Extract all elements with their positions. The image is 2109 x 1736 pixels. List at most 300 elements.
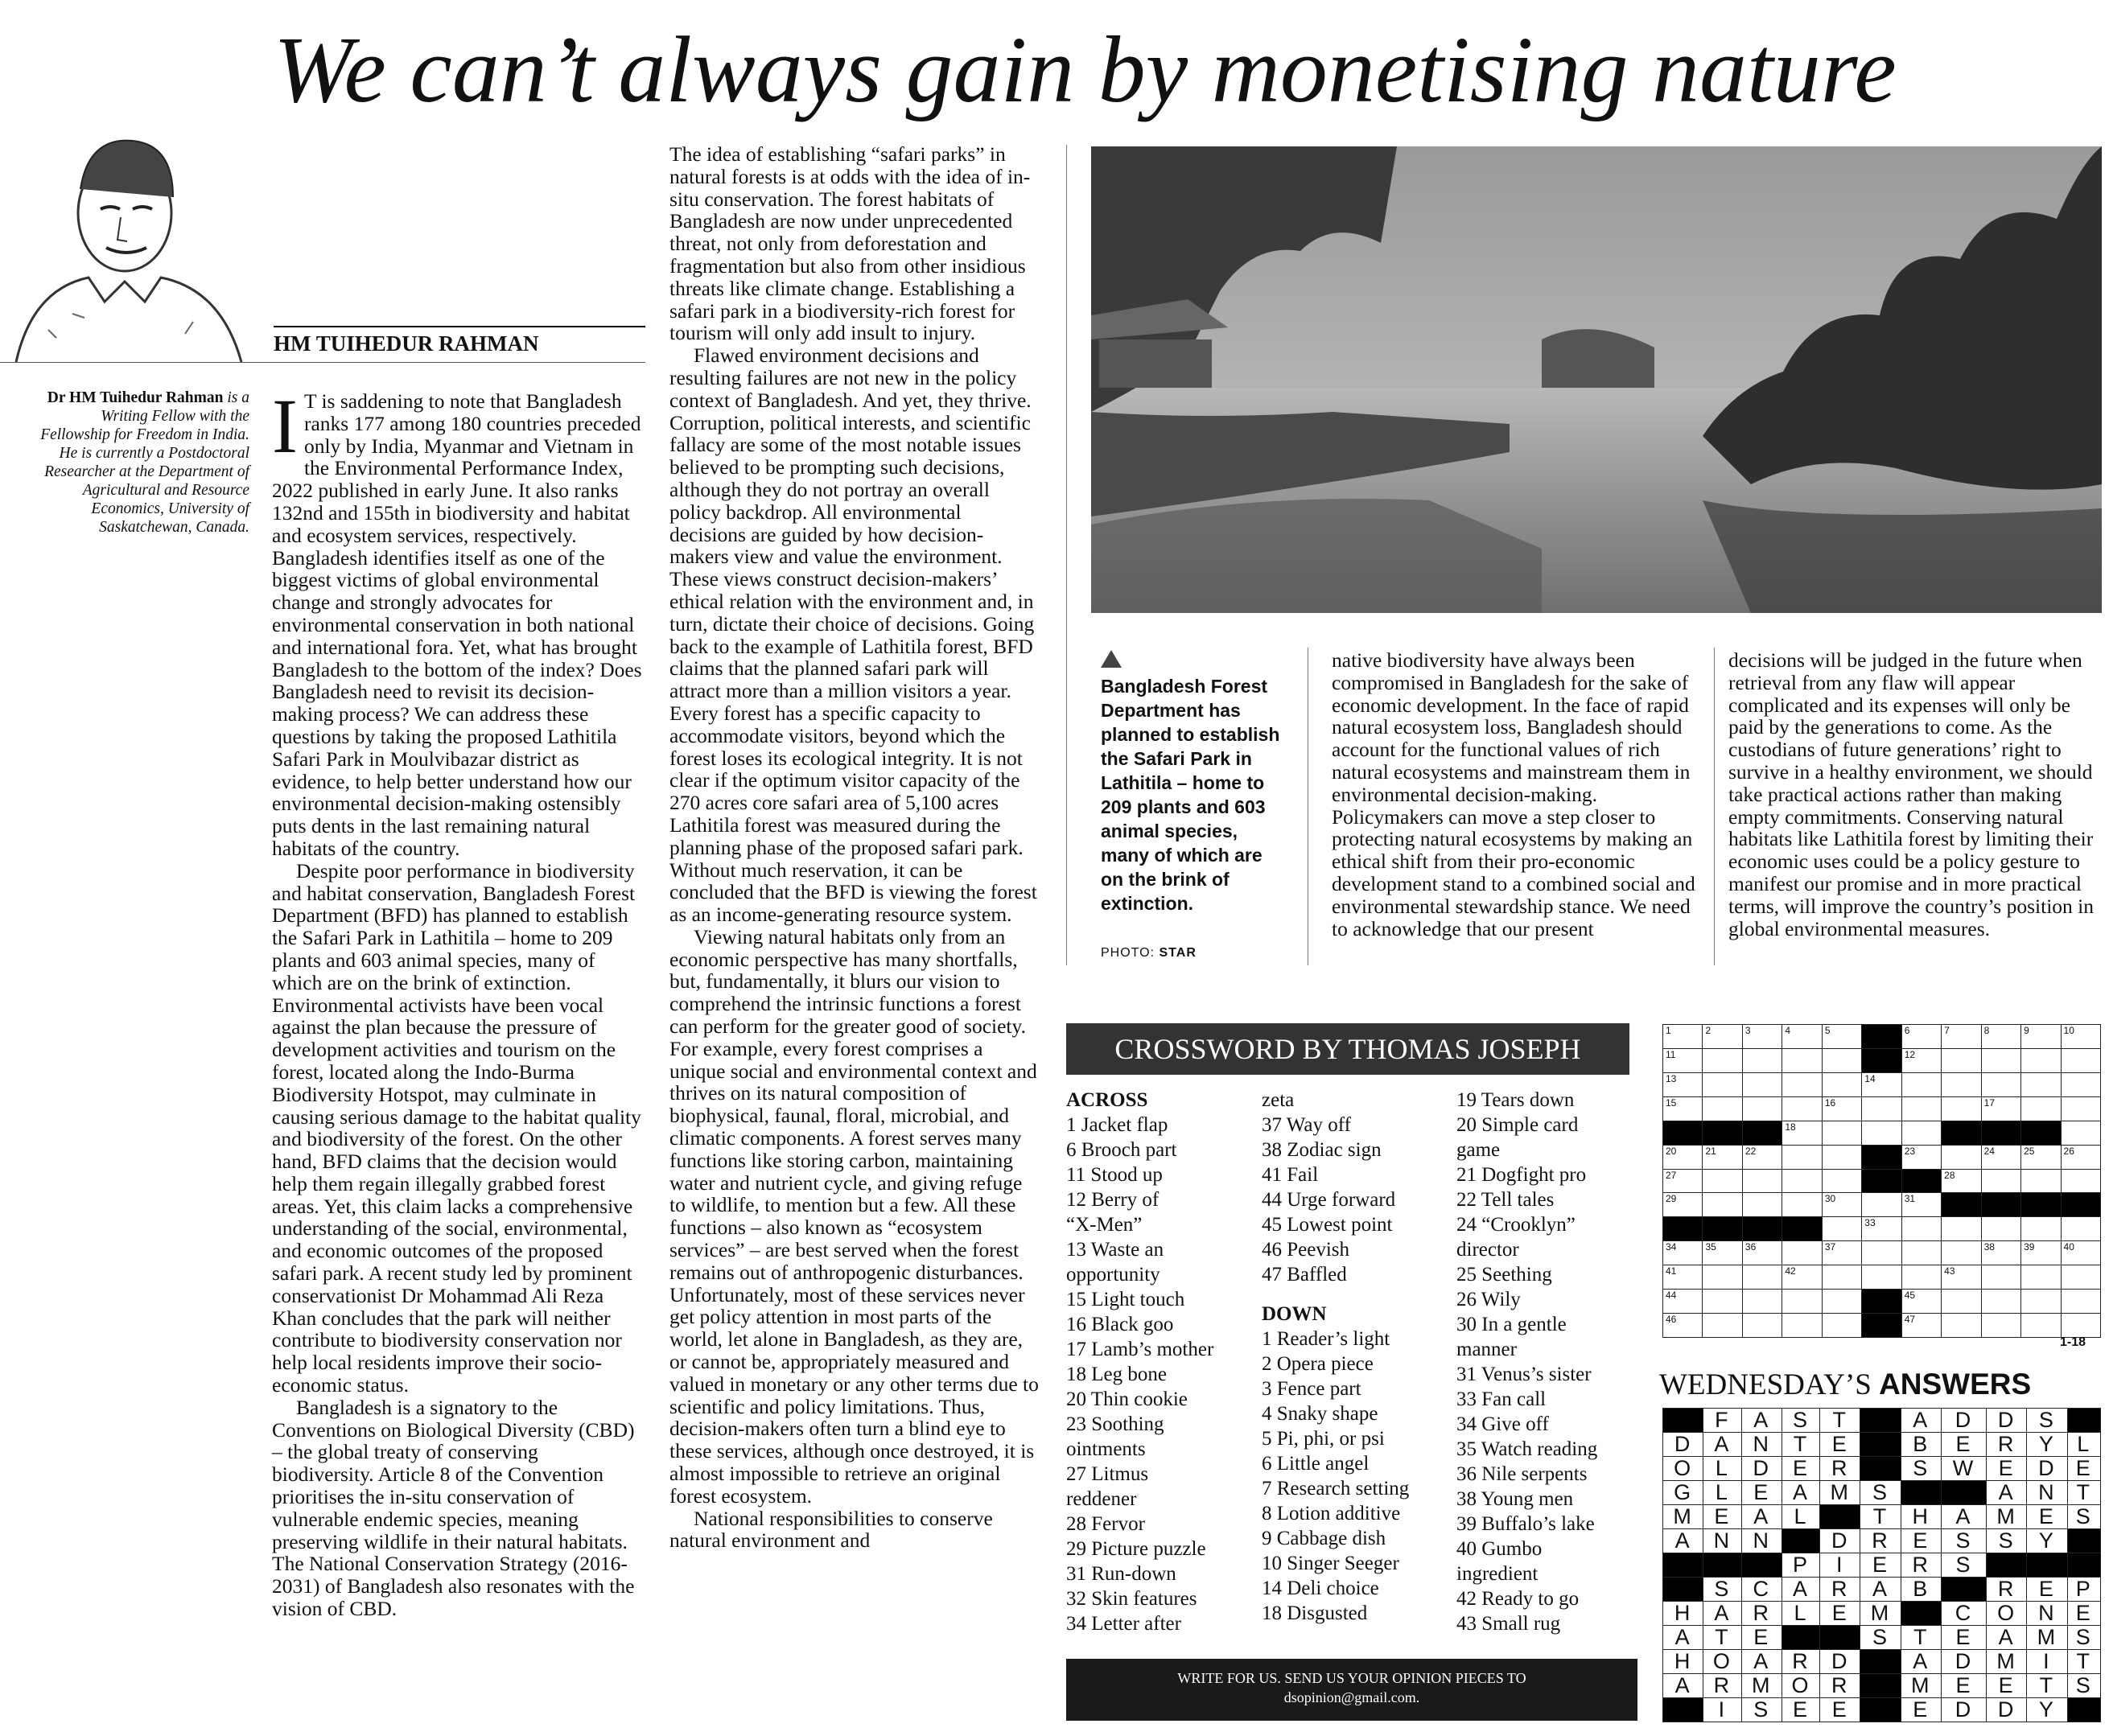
answer-cell bbox=[1987, 1457, 2027, 1481]
puzzle-cell bbox=[2021, 1048, 2061, 1072]
answer-cell bbox=[1703, 1578, 1741, 1602]
top-rule bbox=[0, 362, 645, 363]
black-square bbox=[1862, 1145, 1901, 1169]
clue: 45 Lowest point bbox=[1262, 1214, 1393, 1236]
black-square bbox=[1862, 1048, 1901, 1072]
answer-cell bbox=[2027, 1481, 2067, 1505]
puzzle-cell bbox=[1981, 1072, 2020, 1096]
black-square bbox=[1981, 1193, 2020, 1217]
puzzle-cell bbox=[1663, 1314, 1703, 1338]
puzzle-cell bbox=[1942, 1145, 1981, 1169]
black-square bbox=[1941, 1481, 1986, 1505]
puzzle-cell bbox=[1901, 1025, 1941, 1049]
puzzle-cell bbox=[1782, 1072, 1822, 1096]
cell-number: 5 bbox=[1824, 1025, 1831, 1036]
answer-cell bbox=[1860, 1529, 1901, 1553]
black-square bbox=[1742, 1217, 1782, 1241]
cell-number: 26 bbox=[2063, 1145, 2074, 1157]
answer-letter: S bbox=[1714, 1577, 1731, 1601]
puzzle-cell bbox=[1742, 1193, 1782, 1217]
cell-number: 25 bbox=[2024, 1145, 2035, 1157]
answer-cell bbox=[2027, 1602, 2067, 1626]
headline: We can’t always gain by monetising nature bbox=[274, 17, 1897, 122]
answer-cell bbox=[1941, 1650, 1986, 1674]
clue: 12 Berry of bbox=[1066, 1189, 1160, 1211]
answer-cell bbox=[1941, 1409, 1986, 1433]
puzzle-cell bbox=[1901, 1121, 1941, 1145]
answer-cell bbox=[2067, 1457, 2100, 1481]
answer-letter: R bbox=[1997, 1432, 2016, 1456]
answer-letter: A bbox=[1674, 1528, 1691, 1553]
clue: 18 Disgusted bbox=[1262, 1602, 1368, 1624]
black-square bbox=[1820, 1626, 1860, 1650]
puzzle-cell bbox=[1901, 1072, 1941, 1096]
answer-cell bbox=[2067, 1650, 2100, 1674]
black-square bbox=[2061, 1193, 2100, 1217]
answer-letter: R bbox=[1792, 1649, 1810, 1673]
answer-letter: E bbox=[1955, 1625, 1972, 1649]
answer-cell bbox=[1782, 1433, 1819, 1457]
answer-cell bbox=[1987, 1650, 2027, 1674]
clue: 38 Young men bbox=[1456, 1488, 1574, 1510]
article-paragraph: National responsibilities to conserve natural environment and bbox=[669, 1506, 993, 1553]
clue: 6 Brooch part bbox=[1066, 1139, 1177, 1161]
answer-letter: E bbox=[1792, 1456, 1809, 1480]
answer-letter: S bbox=[1792, 1408, 1809, 1432]
answer-cell bbox=[1663, 1481, 1703, 1505]
answer-cell bbox=[1901, 1457, 1941, 1481]
answer-letter: P bbox=[2075, 1577, 2092, 1601]
clue: 15 Light touch bbox=[1066, 1289, 1185, 1310]
puzzle-cell bbox=[1942, 1025, 1981, 1049]
answer-letter: A bbox=[1872, 1577, 1889, 1601]
clue: 30 In a gentle bbox=[1456, 1314, 1567, 1335]
down-heading: DOWN bbox=[1262, 1303, 1327, 1325]
puzzle-cell bbox=[1862, 1096, 1901, 1121]
clue: ingredient bbox=[1456, 1563, 1538, 1585]
puzzle-cell bbox=[2021, 1145, 2061, 1169]
cell-number: 22 bbox=[1744, 1145, 1757, 1157]
answer-letter: E bbox=[1831, 1432, 1848, 1456]
clue: 32 Skin features bbox=[1066, 1588, 1197, 1610]
answer-letter: A bbox=[1714, 1601, 1731, 1625]
answer-letter: E bbox=[1998, 1456, 2015, 1480]
answer-cell bbox=[1741, 1674, 1782, 1698]
black-square bbox=[2021, 1121, 2061, 1145]
answer-letter: E bbox=[1753, 1480, 1770, 1504]
puzzle-cell bbox=[1742, 1072, 1782, 1096]
answer-cell bbox=[1741, 1698, 1782, 1722]
puzzle-cell bbox=[1663, 1169, 1703, 1193]
puzzle-cell bbox=[1663, 1025, 1703, 1049]
answer-cell bbox=[1941, 1626, 1986, 1650]
answer-letter: N bbox=[2038, 1480, 2056, 1504]
black-square bbox=[1782, 1529, 1819, 1553]
answer-cell bbox=[1782, 1698, 1819, 1722]
answer-cell bbox=[2027, 1674, 2067, 1698]
puzzle-cell bbox=[1942, 1217, 1981, 1241]
answer-cell bbox=[2067, 1505, 2100, 1529]
clue: 31 Run-down bbox=[1066, 1563, 1176, 1585]
answer-cell bbox=[1901, 1650, 1941, 1674]
black-square bbox=[1663, 1409, 1703, 1433]
cell-number: 31 bbox=[1904, 1193, 1916, 1205]
answer-cell bbox=[1703, 1626, 1741, 1650]
answer-cell bbox=[1941, 1553, 1986, 1578]
article-column-1 bbox=[272, 383, 644, 1621]
cell-number: 35 bbox=[1705, 1241, 1716, 1253]
answer-cell bbox=[1901, 1529, 1941, 1553]
clue: 11 Stood up bbox=[1066, 1164, 1163, 1186]
answer-letter: R bbox=[1713, 1673, 1732, 1697]
answer-letter: H bbox=[1674, 1601, 1692, 1625]
answer-letter: P bbox=[1792, 1553, 1809, 1577]
answer-letter: N bbox=[1753, 1432, 1770, 1456]
clues-column-3 bbox=[1456, 1088, 1637, 1636]
black-square bbox=[1860, 1698, 1901, 1722]
article-paragraph: The idea of establishing “safari parks” in natural forests is at odds with the idea of in-situ conservation. The forest habitats of Bangladesh are now under unprecedented threat, not only from deforestation and fragmentation but also from other insidious threats like climate change. Establishing a safari park in a biodiversity-rich forest for tourism will only add insult to injury. bbox=[669, 142, 1031, 345]
puzzle-cell bbox=[1981, 1217, 2020, 1241]
clue: 39 Buffalo’s lake bbox=[1456, 1513, 1595, 1535]
answer-letter: R bbox=[1997, 1577, 2016, 1601]
answer-cell bbox=[1820, 1650, 1860, 1674]
answer-letter: R bbox=[1831, 1456, 1849, 1480]
opinion-footer bbox=[1066, 1659, 1637, 1721]
clue: 33 Fan call bbox=[1456, 1388, 1547, 1410]
clue: 2 Opera piece bbox=[1262, 1353, 1374, 1375]
cell-number: 23 bbox=[1904, 1145, 1916, 1157]
puzzle-cell bbox=[1942, 1096, 1981, 1121]
puzzle-cell bbox=[1822, 1048, 1861, 1072]
caption-triangle-icon bbox=[1101, 650, 1122, 668]
answer-letter: S bbox=[1998, 1528, 2015, 1553]
column-rule bbox=[1714, 648, 1715, 965]
answer-letter: N bbox=[2038, 1601, 2056, 1625]
puzzle-cell bbox=[2021, 1241, 2061, 1265]
answer-letter: S bbox=[2075, 1504, 2092, 1528]
cell-number: 2 bbox=[1705, 1025, 1712, 1036]
answer-letter: E bbox=[1714, 1504, 1731, 1528]
answer-letter: L bbox=[1794, 1601, 1808, 1625]
article-paragraph: Despite poor performance in biodiversity and habitat conservation, Bangladesh Forest Department (BFD) has planned to establish the Safari Park in Lathitila – home to 209 plants and 603 animal species, many of which are on the brink of extinction. Environmental activists have been vocal against the plan because the pressure of development activities and tourism on the forest, located along the Indo-Burma Biodiversity Hotspot, may culminate in causing serious damage to the habitat quality and biodiversity of the forest. On the other hand, BFD claims that the decision would help them regain illegally grabbed forest areas. Yet, this claim lacks a comprehensive understanding of the social, environmental, and economic outcomes of the proposed safari park. A recent study led by prominent conservationist Dr Mohammad Ali Reza Khan concludes that the park will neither contribute to biodiversity conservation nor help local residents improve their socio-economic status. bbox=[272, 858, 641, 1397]
clue: zeta bbox=[1262, 1089, 1295, 1111]
puzzle-cell bbox=[1703, 1265, 1742, 1290]
cell-number: 30 bbox=[1824, 1193, 1836, 1205]
answer-letter: E bbox=[2038, 1577, 2055, 1601]
puzzle-cell bbox=[1901, 1314, 1941, 1338]
forest-photo bbox=[1091, 146, 2102, 613]
answer-letter: D bbox=[1674, 1432, 1692, 1456]
answer-cell bbox=[2067, 1626, 2100, 1650]
puzzle-cell bbox=[1901, 1193, 1941, 1217]
answer-letter: L bbox=[1794, 1504, 1808, 1528]
black-square bbox=[1860, 1457, 1901, 1481]
clue: “X-Men” bbox=[1066, 1214, 1143, 1236]
answer-cell bbox=[1820, 1578, 1860, 1602]
black-square bbox=[1987, 1553, 2027, 1578]
answer-letter: S bbox=[1913, 1456, 1930, 1480]
answer-cell bbox=[2067, 1433, 2100, 1457]
answer-cell bbox=[1860, 1553, 1901, 1578]
answer-letter: A bbox=[1955, 1504, 1972, 1528]
article-paragraph: decisions will be judged in the future when retrieval from any flaw will appear complicated and its expenses will only be paid by the generations to come. As the custodians of future generations’ right to survive in a healthy environment, we should take practical actions rather than making empty commitments. Conserving natural habitats like Lathitila forest by limiting their economic uses could be a policy gesture to manifest our promise and in more practical terms, will improve the country’s position in global environmental measures. bbox=[1728, 648, 2094, 940]
answer-letter: A bbox=[1753, 1408, 1770, 1432]
answer-cell bbox=[1663, 1626, 1703, 1650]
answer-cell bbox=[1820, 1553, 1860, 1578]
answer-cell bbox=[1820, 1481, 1860, 1505]
black-square bbox=[1862, 1169, 1901, 1193]
cell-number: 8 bbox=[1983, 1025, 1990, 1036]
cell-number: 28 bbox=[1944, 1169, 1955, 1181]
answer-letter: M bbox=[1996, 1504, 2016, 1528]
answer-cell bbox=[1820, 1674, 1860, 1698]
answer-letter: E bbox=[1913, 1528, 1930, 1553]
article-paragraph: I T is saddening to note that Bangladesh ranks 177 among 180 countries preceded only by India, Myanmar and Vietnam in the Environmental Performance Index, 2022 published in early June. It also ranks 132nd and 155th in biodiversity and habitat and ecosystem services, respectively. Bangladesh identifies itself as one of the biggest victims of global environmental change and strongly advocates for environmental conservation in both national and international fora. Yet, what has brought Bangladesh to the bottom of the index? Does Bangladesh need to revisit its decision-making process? We can address these questions by taking the proposed Lathitila Safari Park in Moulvibazar district as evidence, to help better understand how our environmental decision-making ostensibly puts dents in the last remaining natural habitats of the country. bbox=[272, 383, 642, 860]
cell-number: 37 bbox=[1824, 1241, 1836, 1253]
answer-letter: A bbox=[1792, 1577, 1809, 1601]
puzzle-cell bbox=[1822, 1193, 1861, 1217]
puzzle-cell bbox=[1703, 1193, 1742, 1217]
author-portrait bbox=[0, 121, 266, 362]
puzzle-cell bbox=[1942, 1290, 1981, 1314]
answer-cell bbox=[1820, 1698, 1860, 1722]
answer-cell bbox=[1941, 1674, 1986, 1698]
puzzle-cell bbox=[1822, 1121, 1861, 1145]
answer-letter: S bbox=[1872, 1480, 1889, 1504]
answer-cell bbox=[1703, 1457, 1741, 1481]
puzzle-cell bbox=[2061, 1265, 2100, 1290]
black-square bbox=[1782, 1626, 1819, 1650]
answer-letter: M bbox=[1673, 1504, 1693, 1528]
cell-number: 40 bbox=[2063, 1241, 2074, 1253]
black-square bbox=[1860, 1650, 1901, 1674]
puzzle-cell bbox=[1981, 1096, 2020, 1121]
cell-number: 39 bbox=[2024, 1241, 2035, 1253]
answer-cell bbox=[1987, 1698, 2027, 1722]
answer-cell bbox=[1860, 1505, 1901, 1529]
cell-number: 1 bbox=[1666, 1025, 1671, 1036]
clue: 27 Litmus bbox=[1066, 1463, 1149, 1485]
puzzle-cell bbox=[1703, 1169, 1742, 1193]
answer-letter: W bbox=[1952, 1456, 1975, 1480]
puzzle-cell bbox=[1822, 1290, 1861, 1314]
answer-letter: A bbox=[1753, 1649, 1770, 1673]
clue: 18 Leg bone bbox=[1066, 1364, 1167, 1385]
black-square bbox=[1860, 1433, 1901, 1457]
across-heading: ACROSS bbox=[1066, 1089, 1148, 1111]
black-square bbox=[1981, 1121, 2020, 1145]
answer-cell bbox=[2027, 1626, 2067, 1650]
footer-line-1: WRITE FOR US. SEND US YOUR OPINION PIECES TO bbox=[1177, 1670, 1526, 1686]
puzzle-cell bbox=[1942, 1072, 1981, 1096]
drop-cap: I bbox=[272, 383, 298, 469]
black-square bbox=[2067, 1698, 2100, 1722]
puzzle-cell bbox=[1742, 1265, 1782, 1290]
answer-cell bbox=[1741, 1457, 1782, 1481]
answer-cell bbox=[1860, 1602, 1901, 1626]
puzzle-cell bbox=[1822, 1072, 1861, 1096]
answer-letter: N bbox=[1713, 1528, 1732, 1553]
answer-letter: O bbox=[1791, 1673, 1810, 1697]
puzzle-cell bbox=[1742, 1048, 1782, 1072]
puzzle-cell bbox=[1981, 1241, 2020, 1265]
article-column-2 bbox=[669, 143, 1041, 1552]
puzzle-cell bbox=[1663, 1145, 1703, 1169]
clue: director bbox=[1456, 1239, 1519, 1261]
article-paragraph: Bangladesh is a signatory to the Conventions on Biological Diversity (CBD) – the global treaty of conserving biodiversity. Article 8 of the Convention prioritises the in-situ conservation of vulnerable endemic species, meaning preserving wildlife in their natural habitats. The National Conservation Strategy (2016-2031) of Bangladesh also resonates with the vision of CBD. bbox=[272, 1395, 635, 1621]
black-square bbox=[1860, 1674, 1901, 1698]
answer-letter: T bbox=[2076, 1480, 2092, 1504]
answer-cell bbox=[1741, 1481, 1782, 1505]
answer-cell bbox=[2027, 1409, 2067, 1433]
cell-number: 29 bbox=[1666, 1193, 1677, 1205]
answer-letter: L bbox=[1715, 1480, 1729, 1504]
clue: 9 Cabbage dish bbox=[1262, 1528, 1386, 1549]
clue: 35 Watch reading bbox=[1456, 1438, 1598, 1460]
puzzle-cell bbox=[1663, 1193, 1703, 1217]
cell-number: 3 bbox=[1744, 1025, 1751, 1036]
black-square bbox=[1901, 1602, 1941, 1626]
answer-cell bbox=[1820, 1602, 1860, 1626]
black-square bbox=[1741, 1553, 1782, 1578]
puzzle-cell bbox=[2061, 1290, 2100, 1314]
puzzle-cell bbox=[2061, 1241, 2100, 1265]
answer-cell bbox=[1941, 1698, 1986, 1722]
answer-cell bbox=[1741, 1505, 1782, 1529]
article-column-4 bbox=[1728, 649, 2103, 940]
answer-letter: R bbox=[1831, 1577, 1849, 1601]
black-square bbox=[1663, 1553, 1703, 1578]
answer-letter: T bbox=[1872, 1504, 1889, 1528]
answer-letter: M bbox=[1870, 1601, 1891, 1625]
clue: reddener bbox=[1066, 1488, 1137, 1510]
answer-cell bbox=[1901, 1553, 1941, 1578]
clue: 29 Picture puzzle bbox=[1066, 1538, 1206, 1560]
black-square bbox=[1663, 1698, 1703, 1722]
answer-letter: E bbox=[1753, 1625, 1770, 1649]
answer-cell bbox=[1860, 1578, 1901, 1602]
black-square bbox=[1942, 1121, 1981, 1145]
cell-number: 9 bbox=[2024, 1025, 2029, 1036]
answer-cell bbox=[1820, 1433, 1860, 1457]
answers-grid bbox=[1662, 1408, 2101, 1722]
puzzle-cell bbox=[2061, 1072, 2100, 1096]
clue: 16 Black goo bbox=[1066, 1314, 1174, 1335]
answer-cell bbox=[1703, 1529, 1741, 1553]
answer-cell bbox=[1703, 1650, 1741, 1674]
puzzle-cell bbox=[1901, 1241, 1941, 1265]
puzzle-cell bbox=[2061, 1096, 2100, 1121]
black-square bbox=[1862, 1025, 1901, 1049]
article-column-3 bbox=[1332, 649, 1702, 940]
answer-letter: E bbox=[2038, 1504, 2055, 1528]
black-square bbox=[1941, 1578, 1986, 1602]
puzzle-cell bbox=[1663, 1072, 1703, 1096]
puzzle-cell bbox=[1742, 1096, 1782, 1121]
puzzle-cell bbox=[1981, 1265, 2020, 1290]
clue: 26 Wily bbox=[1456, 1289, 1521, 1310]
black-square bbox=[1942, 1193, 1981, 1217]
black-square bbox=[1742, 1121, 1782, 1145]
clue: game bbox=[1456, 1139, 1501, 1161]
puzzle-cell bbox=[1822, 1314, 1861, 1338]
answer-letter: S bbox=[2075, 1625, 2092, 1649]
clue: 34 Give off bbox=[1456, 1413, 1549, 1435]
puzzle-cell bbox=[1981, 1048, 2020, 1072]
clue: 41 Fail bbox=[1262, 1164, 1319, 1186]
answer-cell bbox=[1663, 1602, 1703, 1626]
black-square bbox=[2067, 1409, 2100, 1433]
crossword-grid bbox=[1662, 1024, 2101, 1338]
answer-cell bbox=[1741, 1409, 1782, 1433]
answer-cell bbox=[1941, 1457, 1986, 1481]
puzzle-cell bbox=[1862, 1193, 1901, 1217]
answer-letter: A bbox=[1792, 1480, 1809, 1504]
clue: 36 Nile serpents bbox=[1456, 1463, 1588, 1485]
cell-number: 17 bbox=[1983, 1096, 1995, 1109]
puzzle-cell bbox=[1742, 1290, 1782, 1314]
answer-letter: I bbox=[1718, 1697, 1727, 1722]
answer-cell bbox=[1663, 1650, 1703, 1674]
cell-number: 41 bbox=[1666, 1265, 1677, 1277]
puzzle-cell bbox=[1782, 1193, 1822, 1217]
answer-letter: D bbox=[2038, 1456, 2056, 1480]
answer-cell bbox=[2067, 1602, 2100, 1626]
puzzle-cell bbox=[1742, 1145, 1782, 1169]
answer-letter: S bbox=[1872, 1625, 1889, 1649]
puzzle-cell bbox=[1703, 1145, 1742, 1169]
answer-cell bbox=[1703, 1481, 1741, 1505]
cell-number: 21 bbox=[1705, 1145, 1716, 1157]
puzzle-cell bbox=[1663, 1241, 1703, 1265]
black-square bbox=[1703, 1553, 1741, 1578]
black-square bbox=[2021, 1193, 2061, 1217]
puzzle-cell bbox=[1782, 1145, 1822, 1169]
article-paragraph: native biodiversity have always been compromised in Bangladesh for the sake of economic development. In the face of rapid natural ecosystem loss, Bangladesh should account for the functional values of rich natural ecosystems and mainstream them in environmental decision-making. Policymakers can move a step closer to protecting natural ecosystems by making an ethical shift from their pro-economic development stand to a combined social and environmental stewardship stance. We need to acknowledge that our present bbox=[1332, 648, 1695, 940]
answer-cell bbox=[1741, 1433, 1782, 1457]
puzzle-cell bbox=[1942, 1265, 1981, 1290]
answer-cell bbox=[2027, 1457, 2067, 1481]
black-square bbox=[2027, 1553, 2067, 1578]
clue: 46 Peevish bbox=[1262, 1239, 1350, 1261]
answer-letter: G bbox=[1674, 1480, 1693, 1504]
cell-number: 16 bbox=[1824, 1096, 1836, 1109]
cell-number: 46 bbox=[1666, 1314, 1677, 1326]
answer-letter: T bbox=[2039, 1673, 2055, 1697]
puzzle-cell bbox=[1942, 1241, 1981, 1265]
cell-number: 36 bbox=[1744, 1241, 1757, 1253]
cell-number: 38 bbox=[1983, 1241, 1995, 1253]
footer-email: dsopinion@gmail.com. bbox=[1283, 1689, 1420, 1705]
cell-number: 14 bbox=[1864, 1072, 1876, 1084]
puzzle-cell bbox=[2061, 1314, 2100, 1338]
answer-letter: T bbox=[1715, 1625, 1730, 1649]
answer-letter: A bbox=[1913, 1408, 1930, 1432]
puzzle-cell bbox=[2061, 1048, 2100, 1072]
puzzle-cell bbox=[1782, 1265, 1822, 1290]
answer-letter: S bbox=[1753, 1697, 1770, 1722]
answer-letter: L bbox=[1715, 1456, 1729, 1480]
clue: 14 Deli choice bbox=[1262, 1578, 1379, 1599]
photo-credit: PHOTO: STAR bbox=[1101, 946, 1197, 960]
answer-cell bbox=[1741, 1650, 1782, 1674]
answer-letter: T bbox=[1913, 1625, 1929, 1649]
answer-letter: E bbox=[1955, 1673, 1972, 1697]
puzzle-cell bbox=[1663, 1265, 1703, 1290]
puzzle-cell bbox=[1782, 1048, 1822, 1072]
puzzle-cell bbox=[1663, 1096, 1703, 1121]
answer-letter: S bbox=[1955, 1553, 1972, 1577]
